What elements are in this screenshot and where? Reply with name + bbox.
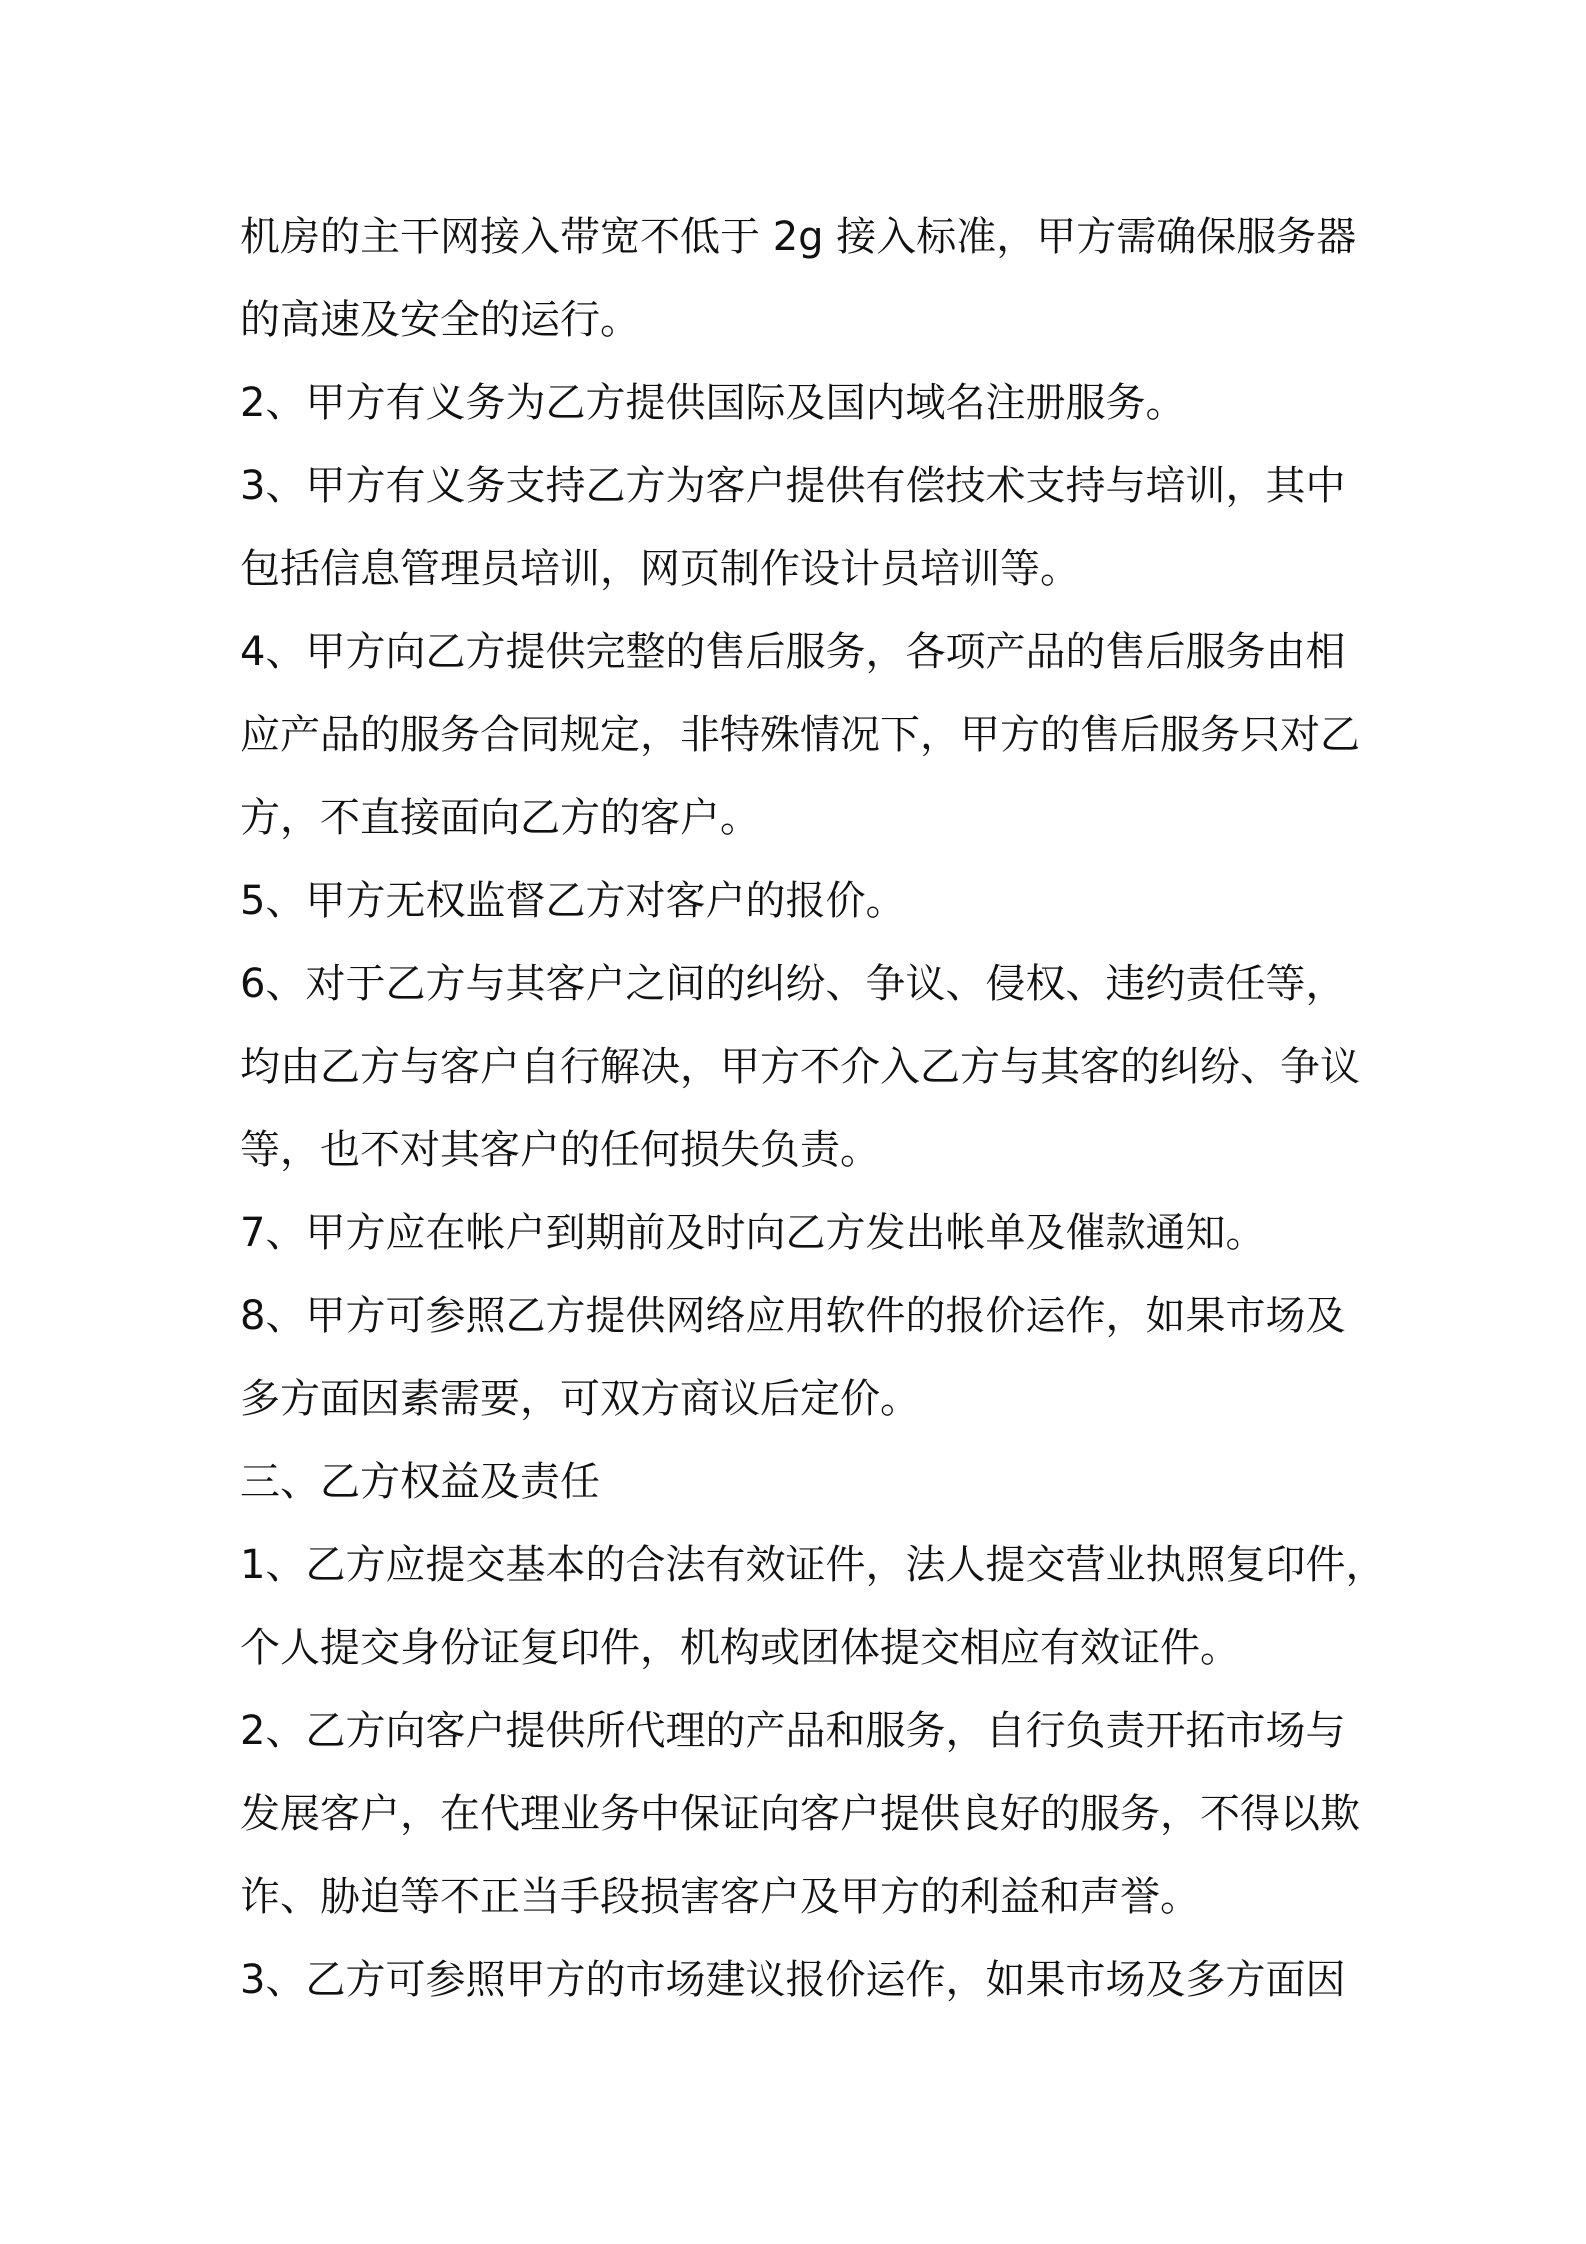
text-line: 机房的主干网接入带宽不低于 2g 接入标准，甲方需确保服务器 bbox=[240, 214, 1357, 260]
text-line: 6、对于乙方与其客户之间的纠纷、争议、侵权、违约责任等， bbox=[240, 961, 1346, 1007]
text-line: 应产品的服务合同规定，非特殊情况下，甲方的售后服务只对乙 bbox=[240, 712, 1360, 758]
text-line: 2、甲方有义务为乙方提供国际及国内域名注册服务。 bbox=[240, 380, 1186, 426]
text-line: 2、乙方向客户提供所代理的产品和服务，自行负责开拓市场与 bbox=[240, 1708, 1346, 1754]
text-line: 个人提交身份证复印件，机构或团体提交相应有效证件。 bbox=[240, 1625, 1240, 1671]
text-line: 发展客户，在代理业务中保证向客户提供良好的服务，不得以欺 bbox=[240, 1791, 1360, 1837]
text-line: 包括信息管理员培训，网页制作设计员培训等。 bbox=[240, 546, 1080, 592]
section-heading: 三、乙方权益及责任 bbox=[240, 1459, 600, 1505]
text-line: 均由乙方与客户自行解决，甲方不介入乙方与其客的纠纷、争议 bbox=[240, 1044, 1360, 1090]
text-line: 方，不直接面向乙方的客户。 bbox=[240, 795, 760, 841]
text-line: 3、甲方有义务支持乙方为客户提供有偿技术支持与培训，其中 bbox=[240, 463, 1346, 509]
text-line: 7、甲方应在帐户到期前及时向乙方发出帐单及催款通知。 bbox=[240, 1210, 1266, 1256]
text-line: 多方面因素需要，可双方商议后定价。 bbox=[240, 1376, 920, 1422]
text-line: 等，也不对其客户的任何损失负责。 bbox=[240, 1127, 880, 1173]
text-line: 1、乙方应提交基本的合法有效证件，法人提交营业执照复印件， bbox=[240, 1542, 1386, 1588]
text-line: 诈、胁迫等不正当手段损害客户及甲方的利益和声誉。 bbox=[240, 1874, 1200, 1920]
document-body bbox=[240, 196, 1386, 2022]
text-line: 的高速及安全的运行。 bbox=[240, 297, 640, 343]
text-line: 5、甲方无权监督乙方对客户的报价。 bbox=[240, 878, 906, 924]
text-line: 3、乙方可参照甲方的市场建议报价运作，如果市场及多方面因 bbox=[240, 1957, 1346, 2003]
text-line: 8、甲方可参照乙方提供网络应用软件的报价运作，如果市场及 bbox=[240, 1293, 1346, 1339]
text-line: 4、甲方向乙方提供完整的售后服务，各项产品的售后服务由相 bbox=[240, 629, 1346, 675]
